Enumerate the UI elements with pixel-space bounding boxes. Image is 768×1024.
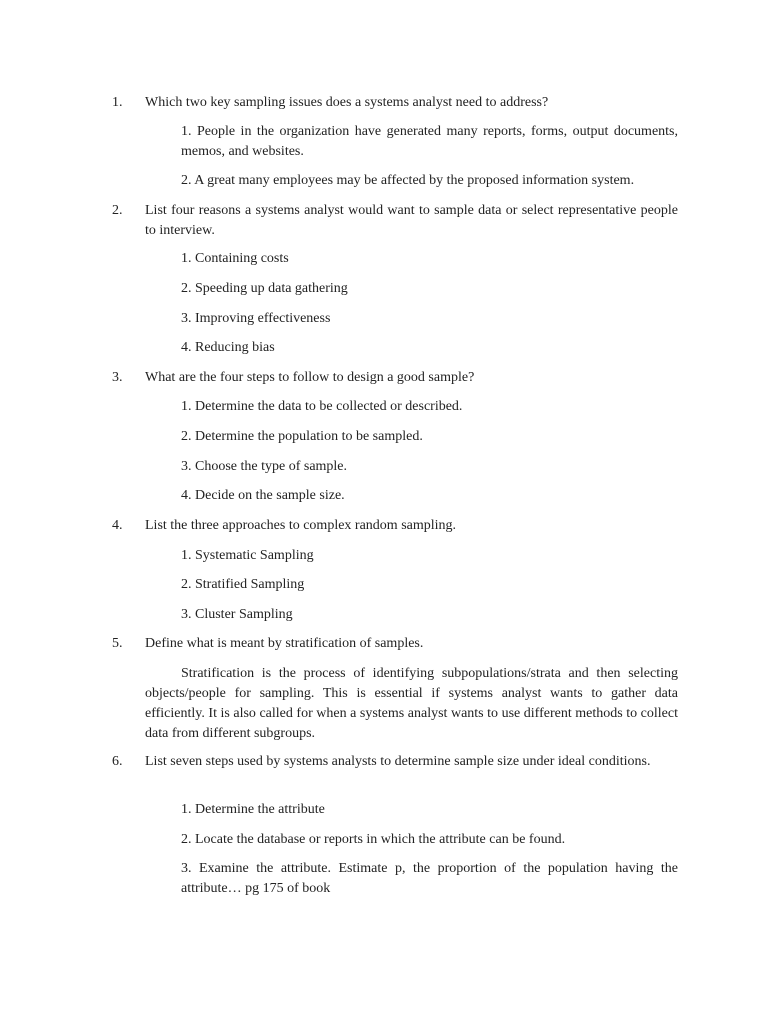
answer-paragraph: Stratification is the process of identifying subpopulations/strata and then selecting objects/people for sampling. This is essential if systems analyst wants to gather data efficiently. It is also called for when a systems analyst wants to use different methods to collect data from different subgroups. — [145, 666, 678, 741]
question-text: Define what is meant by stratification of samples. — [145, 636, 424, 651]
answer-item: 2. Stratified Sampling — [181, 577, 305, 592]
answer-item: 1. Determine the attribute — [181, 802, 325, 817]
answer-item: 2. A great many employees may be affected by the proposed information system. — [181, 173, 635, 188]
answer-item: 3. Choose the type of sample. — [181, 459, 348, 474]
question-number: 5. — [112, 636, 123, 651]
answer-item: 3. Examine the attribute. Estimate p, the proportion of the population having the attribute… pg 175 of book — [181, 861, 678, 896]
answer-item: 1. Containing costs — [181, 251, 289, 266]
answer-item: 2. Speeding up data gathering — [181, 281, 348, 296]
question-text: Which two key sampling issues does a systems analyst need to address? — [145, 95, 549, 110]
answer-item: 1. Systematic Sampling — [181, 548, 314, 563]
question-number: 6. — [112, 754, 123, 769]
question-text: List four reasons a systems analyst would want to sample data or select representative people to interview. — [145, 203, 678, 238]
question-text: What are the four steps to follow to design a good sample? — [145, 370, 475, 385]
question-text: List the three approaches to complex random sampling. — [145, 518, 457, 533]
question-number: 4. — [112, 518, 123, 533]
question-number: 3. — [112, 370, 123, 385]
question-number: 2. — [112, 203, 123, 218]
answer-item: 2. Determine the population to be sampled. — [181, 429, 423, 444]
question-text: List seven steps used by systems analysts to determine sample size under ideal conditions. — [145, 754, 651, 769]
question-number: 1. — [112, 95, 123, 110]
answer-item: 3. Improving effectiveness — [181, 311, 331, 326]
answer-item: 2. Locate the database or reports in which the attribute can be found. — [181, 832, 566, 847]
answer-item: 1. People in the organization have generated many reports, forms, output documents, memos, and websites. — [181, 124, 678, 159]
answer-item: 3. Cluster Sampling — [181, 607, 293, 622]
answer-item: 4. Reducing bias — [181, 340, 275, 355]
answer-item: 1. Determine the data to be collected or described. — [181, 399, 463, 414]
answer-item: 4. Decide on the sample size. — [181, 488, 345, 503]
